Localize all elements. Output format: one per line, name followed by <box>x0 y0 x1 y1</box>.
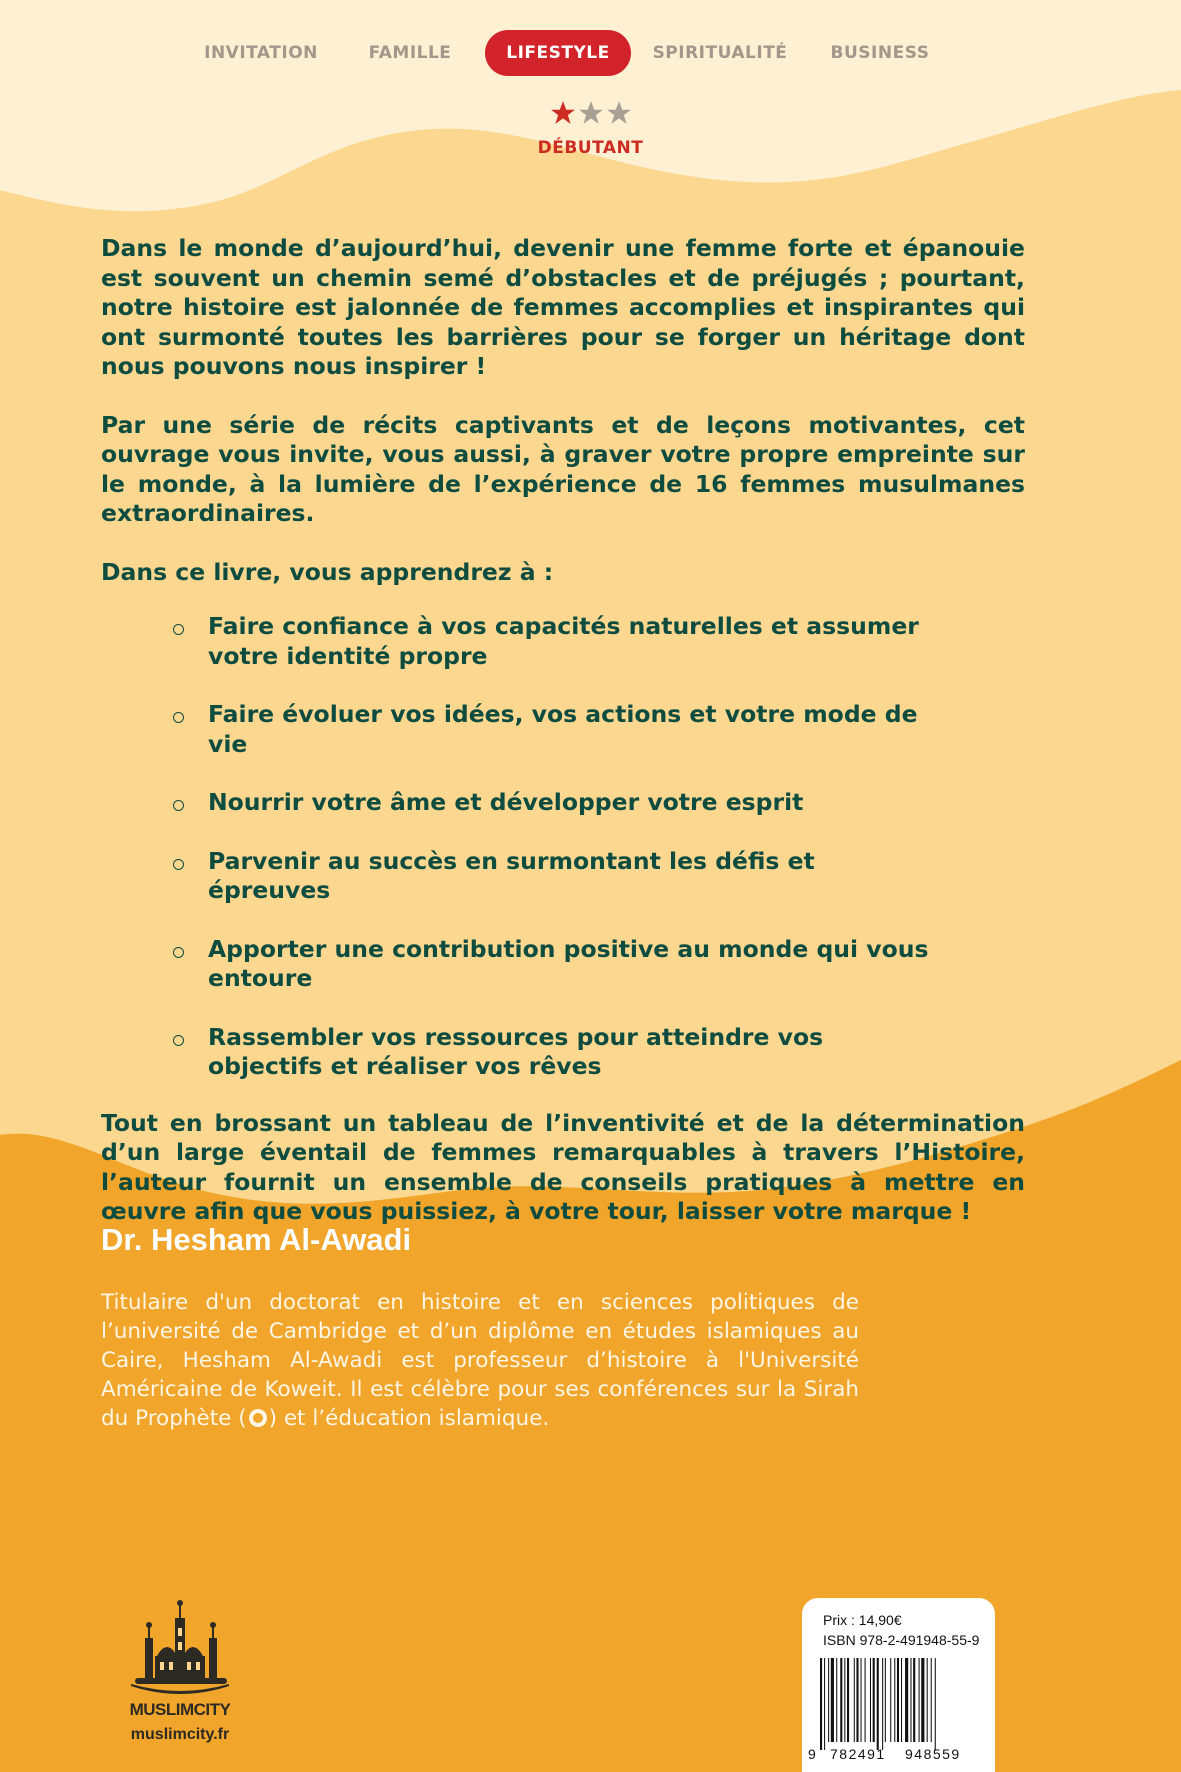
list-item <box>101 788 1025 818</box>
author-bio <box>101 1288 859 1433</box>
barcode-digit-lead: 9 <box>808 1746 816 1762</box>
list-item-text: Rassembler vos ressources pour atteindre vos objectifs et réaliser vos rêves <box>208 1022 824 1080</box>
barcode-bar <box>844 1658 845 1742</box>
barcode-digits-left: 782491 <box>830 1746 886 1762</box>
level-label: DÉBUTANT <box>537 138 644 158</box>
barcode-bar <box>935 1658 936 1750</box>
publisher-website[interactable]: muslimcity.fr <box>130 1726 230 1743</box>
barcode-bar <box>865 1658 866 1742</box>
barcode-bar <box>870 1658 871 1742</box>
barcode-digits-right: 948559 <box>905 1746 961 1762</box>
list-item-text: Faire évoluer vos idées, vos actions et votre mode de vie <box>208 700 918 758</box>
star-empty-icon <box>578 100 604 126</box>
city-skyline-icon <box>125 1598 235 1694</box>
list-item <box>101 847 1025 906</box>
barcode-panel <box>802 1598 995 1772</box>
list-item-text: Nourrir votre âme et développer votre esprit <box>208 788 804 816</box>
price-label: Prix : 14,90€ <box>823 1612 902 1628</box>
barcode-bar <box>847 1658 849 1742</box>
barcode-bar <box>890 1658 891 1742</box>
circle-bullet-icon <box>173 947 184 958</box>
tab-business[interactable]: BUSINESS <box>830 43 930 63</box>
circle-bullet-icon <box>173 712 184 723</box>
barcode-bar <box>910 1658 911 1742</box>
barcode-bar <box>854 1658 855 1742</box>
barcode-bar <box>877 1658 879 1750</box>
barcode-bar <box>820 1658 822 1750</box>
circle-bullet-icon <box>173 859 184 870</box>
tab-spiritualite[interactable]: SPIRITUALITÉ <box>652 43 788 63</box>
list-item-text: Parvenir au succès en surmontant les défis et épreuves <box>208 846 815 904</box>
list-item <box>101 1023 1025 1082</box>
barcode-bar <box>856 1658 858 1742</box>
barcode-bar <box>836 1658 837 1742</box>
barcode-bar <box>931 1658 932 1742</box>
author-section <box>101 1222 859 1433</box>
barcode-bar <box>873 1658 875 1742</box>
barcode-bar <box>840 1658 842 1742</box>
description-paragraph: Dans le monde d’aujourd’hui, devenir une femme forte et épanouie est souvent un chemin semé d’obstacles et de préjugés ; pourtant, notre histoire est jalonnée de femmes accomplies et inspirantes qui ont surmonté toutes les barrières pour se forger un héritage dont nous pouvons nous inspirer ! <box>101 234 1025 380</box>
barcode-bar <box>824 1658 825 1750</box>
tab-lifestyle[interactable]: LIFESTYLE <box>485 30 631 76</box>
learning-list <box>101 612 1025 1082</box>
barcode-bar <box>882 1658 883 1750</box>
author-bio-text: ) et l’éducation islamique. <box>268 1406 550 1431</box>
barcode-bar <box>828 1658 829 1742</box>
isbn-label: ISBN 978-2-491948-55-9 <box>823 1632 980 1648</box>
barcode-bar <box>897 1658 899 1742</box>
publisher-brand: MUSLIMCITY <box>129 1700 231 1719</box>
list-item-text: Faire confiance à vos capacités naturelles et assumer votre identité propre <box>208 612 919 670</box>
author-name: Dr. Hesham Al-Awadi <box>101 1222 412 1257</box>
difficulty-level <box>0 100 1181 158</box>
barcode-bar <box>921 1658 924 1742</box>
circle-bullet-icon <box>173 800 184 811</box>
barcode-bar <box>831 1658 834 1742</box>
book-description <box>101 234 1025 1227</box>
barcode-bar <box>861 1658 862 1742</box>
barcode-bar <box>927 1658 928 1742</box>
circle-bullet-icon <box>173 624 184 635</box>
list-item <box>101 612 1025 671</box>
star-filled-icon <box>550 100 576 126</box>
tab-invitation[interactable]: INVITATION <box>204 43 318 63</box>
list-item <box>101 935 1025 994</box>
star-rating <box>0 100 1181 130</box>
circle-bullet-icon <box>173 1035 184 1046</box>
description-paragraph: Tout en brossant un tableau de l’inventivité et de la détermination d’un large éventail de femmes remarquables à travers l’Histoire, l’auteur fournit un ensemble de conseils pratiques à mettre en œuvre afin que vous puissiez, à votre tour, laisser votre marque ! <box>101 1108 1025 1225</box>
category-nav <box>0 30 1181 76</box>
barcode-bar <box>913 1658 915 1742</box>
author-bio-text: Titulaire d'un doctorat en histoire et en sciences politiques de l’université de Cambridge et d’un diplôme en études islamiques au Caire, Hesham Al-Awadi est professeur d’histoire à l'Université Américaine de Koweit. Il est célèbre pour ses conférences sur la Sirah du Prophète ( <box>101 1290 859 1431</box>
barcode-bar <box>901 1658 902 1742</box>
barcode-bar <box>905 1658 908 1742</box>
publisher-logo <box>110 1598 250 1744</box>
barcode-bar <box>894 1658 895 1742</box>
list-item-text: Apporter une contribution positive au monde qui vous entoure <box>208 934 929 992</box>
description-paragraph: Par une série de récits captivants et de leçons motivantes, cet ouvrage vous invite, vous aussi, à graver votre propre empreinte sur le monde, à la lumière de l’expérience de 16 femmes musulmanes extraordinaires. <box>101 410 1025 527</box>
pbuh-calligraphy-icon <box>249 1409 267 1427</box>
learn-lead: Dans ce livre, vous apprendrez à : <box>101 557 554 586</box>
star-empty-icon <box>606 100 632 126</box>
tab-famille[interactable]: FAMILLE <box>368 43 452 63</box>
barcode-bar <box>885 1658 886 1742</box>
barcode-bar <box>919 1658 920 1742</box>
list-item <box>101 700 1025 759</box>
